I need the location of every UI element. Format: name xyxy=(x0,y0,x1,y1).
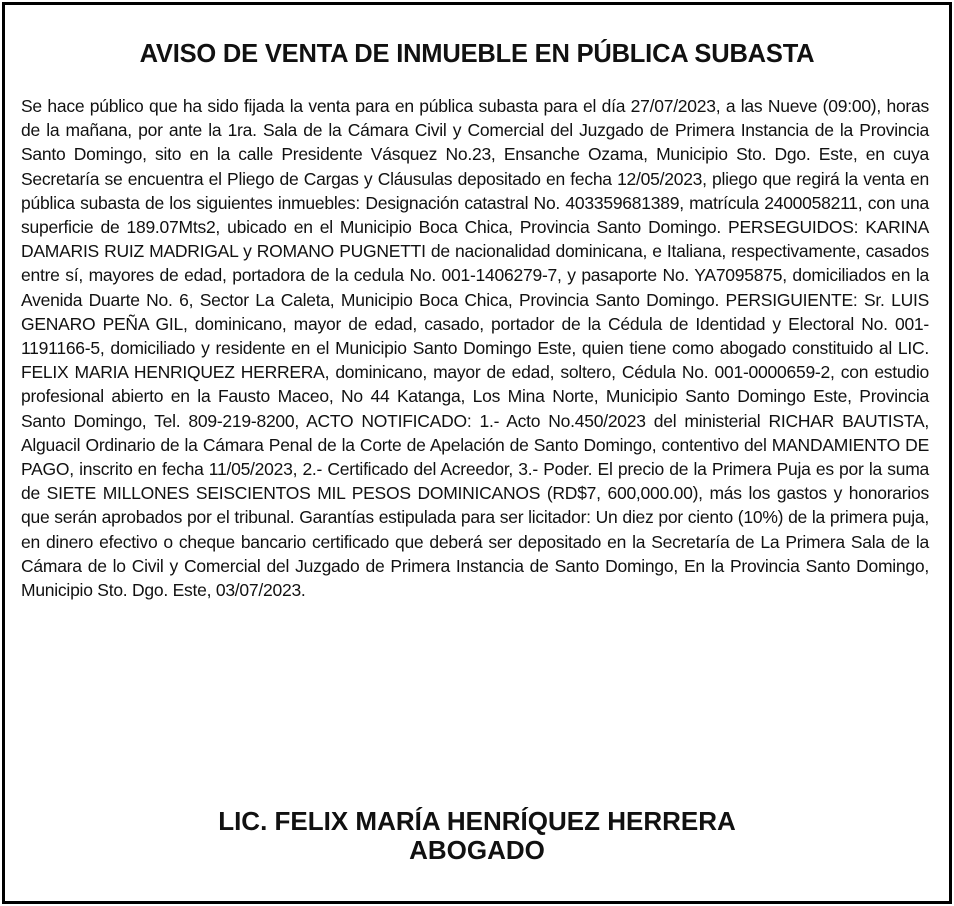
signature-name: LIC. FELIX MARÍA HENRÍQUEZ HERRERA xyxy=(218,806,736,836)
signature-role: ABOGADO xyxy=(409,835,545,865)
legal-notice xyxy=(2,2,952,904)
notice-title: AVISO DE VENTA DE INMUEBLE EN PÚBLICA SUBASTA xyxy=(139,40,815,68)
signature-block xyxy=(5,807,949,865)
notice-body: Se hace público que ha sido fijada la venta para en pública subasta para el día 27/07/2023, a las Nueve (09:00), horas de la mañana, por ante la 1ra. Sala de la Cámara Civil y Comercial del Juzgado de Primera Instancia de la Provincia Santo Domingo, sito en la calle Presidente Vásquez No.23, Ensanche Ozama, Municipio Sto. Dgo. Este, en cuya Secretaría se encuentra el Pliego de Cargas y Cláusulas depositado en fecha 12/05/2023, pliego que regirá la venta en pública subasta de los siguientes inmuebles: Designación catastral No. 403359681389, matrícula 2400058211, con una superficie de 189.07Mts2, ubicado en el Municipio Boca Chica, Provincia Santo Domingo. PERSEGUIDOS: KARINA DAMARIS RUIZ MADRIGAL y ROMANO PUGNETTI de nacionalidad dominicana, e Italiana, respectivamente, casados entre sí, mayores de edad, portadora de la cedula No. 001-1406279-7, y pasaporte No. YA7095875, domiciliados en la Avenida Duarte No. 6, Sector La Caleta, Municipio Boca Chica, Provincia Santo Domingo. PERSIGUIENTE: Sr. LUIS GENARO PEÑA GIL, dominicano, mayor de edad, casado, portador de la Cédula de Identidad y Electoral No. 001-1191166-5, domiciliado y residente en el Municipio Santo Domingo Este, quien tiene como abogado constituido al LIC. FELIX MARIA HENRIQUEZ HERRERA, dominicano, mayor de edad, soltero, Cédula No. 001-0000659-2, con estudio profesional abierto en la Fausto Maceo, No 44 Katanga, Los Mina Norte, Municipio Santo Domingo Este, Provincia Santo Domingo, Tel. 809-219-8200, ACTO NOTIFICADO: 1.- Acto No.450/2023 del ministerial RICHAR BAUTISTA, Alguacil Ordinario de la Cámara Penal de la Corte de Apelación de Santo Domingo, contentivo del MANDAMIENTO DE PAGO, inscrito en fecha 11/05/2023, 2.- Certificado del Acreedor, 3.- Poder. El precio de la Primera Puja es por la suma de SIETE MILLONES SEISCIENTOS MIL PESOS DOMINICANOS (RD$7, 600,000.00), más los gastos y honorarios que serán aprobados por el tribunal. Garantías estipulada para ser licitador: Un diez por ciento (10%) de la primera puja, en dinero efectivo o cheque bancario certificado que deberá ser depositado en la Secretaría de La Primera Sala de la Cámara de lo Civil y Comercial del Juzgado de Primera Instancia de Santo Domingo, En la Provincia Santo Domingo, Municipio Sto. Dgo. Este, 03/07/2023. xyxy=(21,96,929,601)
